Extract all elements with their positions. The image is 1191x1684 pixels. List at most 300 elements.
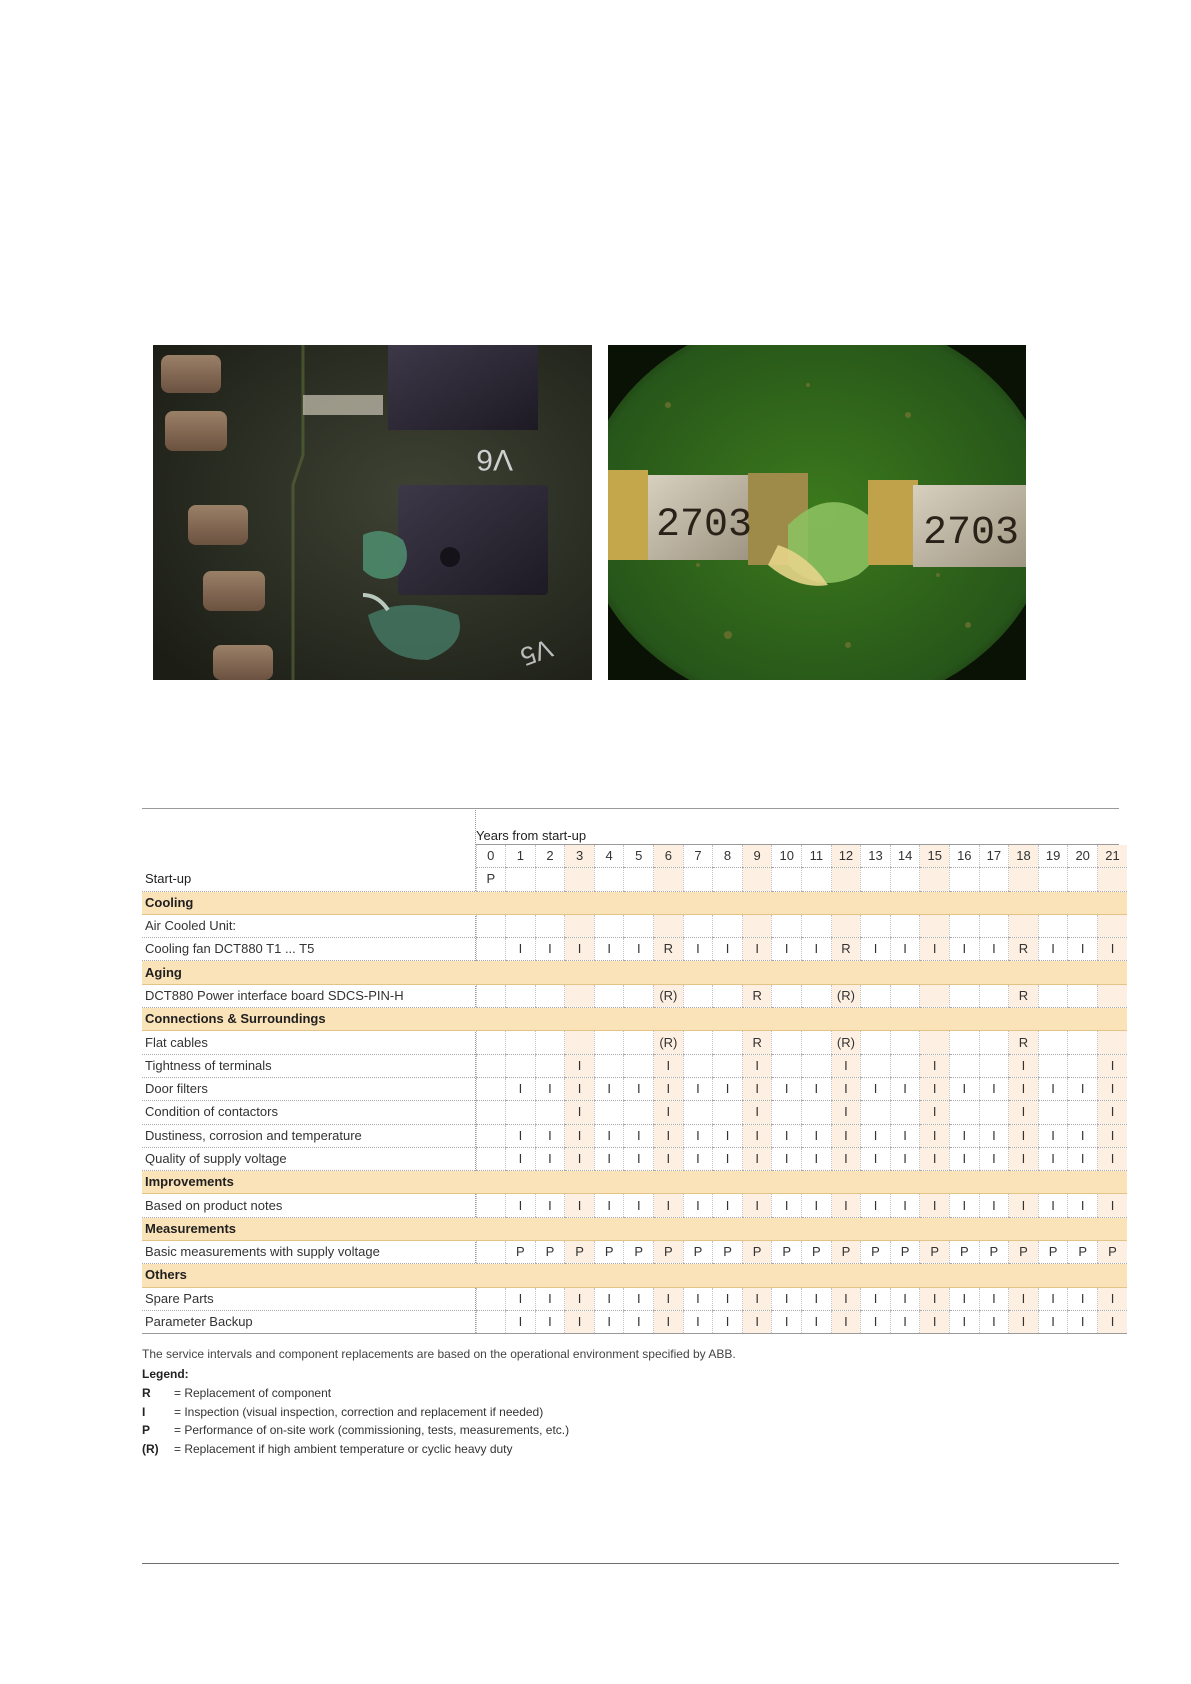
schedule-grid: [142, 845, 1127, 1334]
schedule-cell: P: [831, 1241, 861, 1264]
table-row: [142, 868, 1127, 891]
schedule-cell: P: [890, 1241, 920, 1264]
section-header-row: [142, 961, 1127, 984]
schedule-cell: I: [979, 1287, 1009, 1310]
row-label: DCT880 Power interface board SDCS-PIN-H: [142, 984, 476, 1007]
schedule-cell: [950, 984, 980, 1007]
schedule-cell: [594, 1031, 624, 1054]
schedule-cell: [476, 1031, 506, 1054]
table-row: [142, 1287, 1127, 1310]
schedule-cell: [861, 868, 891, 891]
schedule-cell: I: [831, 1194, 861, 1217]
schedule-cell: [535, 1054, 565, 1077]
schedule-cell: R: [1009, 984, 1039, 1007]
schedule-cell: [1009, 868, 1039, 891]
schedule-cell: I: [506, 1310, 536, 1333]
schedule-cell: [535, 914, 565, 937]
schedule-cell: I: [1009, 1147, 1039, 1170]
schedule-cell: [594, 868, 624, 891]
schedule-cell: I: [802, 1147, 832, 1170]
schedule-cell: I: [802, 1124, 832, 1147]
row-label: Door filters: [142, 1077, 476, 1100]
schedule-cell: [979, 868, 1009, 891]
schedule-cell: I: [742, 1147, 772, 1170]
section-title: Connections & Surroundings: [142, 1008, 1127, 1031]
schedule-cell: I: [713, 1310, 743, 1333]
schedule-cell: I: [683, 1124, 713, 1147]
schedule-cell: I: [920, 1077, 950, 1100]
schedule-cell: [476, 1054, 506, 1077]
schedule-cell: [1038, 868, 1068, 891]
schedule-cell: P: [506, 1241, 536, 1264]
schedule-cell: I: [1009, 1287, 1039, 1310]
schedule-cell: (R): [831, 1031, 861, 1054]
schedule-cell: (R): [654, 1031, 684, 1054]
schedule-cell: [683, 984, 713, 1007]
schedule-cell: [831, 914, 861, 937]
schedule-cell: I: [713, 1147, 743, 1170]
schedule-cell: I: [772, 1124, 802, 1147]
schedule-cell: I: [1097, 1101, 1127, 1124]
schedule-cell: [890, 1031, 920, 1054]
legend-code: R: [142, 1386, 151, 1400]
schedule-cell: I: [920, 1147, 950, 1170]
row-label: Condition of contactors: [142, 1101, 476, 1124]
schedule-cell: I: [742, 1124, 772, 1147]
schedule-cell: [950, 1031, 980, 1054]
schedule-cell: I: [1097, 1124, 1127, 1147]
svg-text:V5: V5: [516, 633, 557, 673]
legend-title: Legend:: [142, 1367, 189, 1381]
schedule-cell: I: [1097, 1194, 1127, 1217]
schedule-cell: I: [654, 1124, 684, 1147]
schedule-cell: [1068, 1031, 1098, 1054]
year-header-cell: 1: [506, 845, 536, 868]
schedule-cell: I: [1068, 938, 1098, 961]
schedule-cell: P: [950, 1241, 980, 1264]
schedule-cell: [1097, 868, 1127, 891]
schedule-cell: P: [742, 1241, 772, 1264]
schedule-cell: [535, 1031, 565, 1054]
year-header-cell: 21: [1097, 845, 1127, 868]
table-row: [142, 1124, 1127, 1147]
schedule-cell: P: [476, 868, 506, 891]
schedule-cell: [920, 1031, 950, 1054]
row-label: Quality of supply voltage: [142, 1147, 476, 1170]
schedule-cell: I: [683, 1194, 713, 1217]
schedule-cell: I: [1068, 1194, 1098, 1217]
schedule-cell: I: [742, 1077, 772, 1100]
schedule-cell: [535, 984, 565, 1007]
schedule-cell: R: [1009, 938, 1039, 961]
schedule-cell: I: [979, 1077, 1009, 1100]
schedule-cell: P: [802, 1241, 832, 1264]
schedule-cell: I: [772, 1147, 802, 1170]
schedule-cell: I: [535, 1077, 565, 1100]
schedule-cell: I: [861, 1287, 891, 1310]
schedule-cell: P: [1038, 1241, 1068, 1264]
legend-item: [142, 1421, 569, 1440]
schedule-cell: P: [1097, 1241, 1127, 1264]
schedule-cell: [713, 1054, 743, 1077]
schedule-cell: [654, 914, 684, 937]
schedule-cell: I: [890, 1194, 920, 1217]
schedule-cell: I: [772, 1287, 802, 1310]
schedule-cell: [713, 868, 743, 891]
schedule-cell: I: [1009, 1077, 1039, 1100]
schedule-cell: [890, 914, 920, 937]
schedule-cell: I: [1009, 1124, 1039, 1147]
schedule-cell: I: [1068, 1287, 1098, 1310]
row-label: Parameter Backup: [142, 1310, 476, 1333]
schedule-cell: P: [1068, 1241, 1098, 1264]
legend-text: = Replacement of component: [174, 1386, 332, 1400]
schedule-cell: I: [1038, 1124, 1068, 1147]
section-header-row: [142, 1008, 1127, 1031]
schedule-cell: I: [950, 1310, 980, 1333]
table-top-rule: [142, 808, 1119, 809]
legend-code: I: [142, 1404, 146, 1419]
schedule-cell: I: [1038, 1310, 1068, 1333]
section-title: Aging: [142, 961, 1127, 984]
year-header-cell: 18: [1009, 845, 1039, 868]
schedule-cell: I: [1009, 1054, 1039, 1077]
row-label: Dustiness, corrosion and temperature: [142, 1124, 476, 1147]
schedule-cell: I: [1038, 1287, 1068, 1310]
schedule-cell: I: [506, 1194, 536, 1217]
schedule-cell: [535, 1101, 565, 1124]
schedule-cell: I: [831, 1054, 861, 1077]
schedule-cell: I: [1097, 1077, 1127, 1100]
schedule-cell: P: [683, 1241, 713, 1264]
section-title: Others: [142, 1264, 1127, 1287]
schedule-cell: P: [565, 1241, 595, 1264]
schedule-cell: I: [1097, 1054, 1127, 1077]
schedule-cell: [979, 984, 1009, 1007]
schedule-cell: I: [624, 1310, 654, 1333]
schedule-cell: I: [624, 1077, 654, 1100]
schedule-cell: I: [890, 1147, 920, 1170]
year-header-cell: 4: [594, 845, 624, 868]
schedule-cell: I: [861, 1147, 891, 1170]
schedule-cell: [920, 914, 950, 937]
schedule-cell: I: [565, 1310, 595, 1333]
years-row: [142, 845, 1127, 868]
schedule-cell: I: [654, 1287, 684, 1310]
schedule-cell: [1068, 1054, 1098, 1077]
schedule-cell: I: [772, 1310, 802, 1333]
schedule-cell: [742, 868, 772, 891]
table-row: [142, 914, 1127, 937]
schedule-cell: I: [713, 938, 743, 961]
schedule-cell: P: [861, 1241, 891, 1264]
resistor-marking-left: 2703: [656, 503, 753, 548]
schedule-cell: I: [950, 1147, 980, 1170]
schedule-cell: P: [624, 1241, 654, 1264]
schedule-cell: I: [594, 1310, 624, 1333]
schedule-cell: [565, 868, 595, 891]
schedule-cell: I: [772, 938, 802, 961]
schedule-cell: I: [506, 1287, 536, 1310]
schedule-cell: I: [1009, 1310, 1039, 1333]
svg-text:V6: V6: [476, 443, 513, 476]
schedule-cell: [476, 984, 506, 1007]
schedule-cell: I: [890, 1124, 920, 1147]
schedule-cell: I: [683, 1077, 713, 1100]
schedule-cell: [624, 1054, 654, 1077]
schedule-cell: [565, 984, 595, 1007]
schedule-cell: I: [1068, 1147, 1098, 1170]
schedule-cell: I: [594, 1124, 624, 1147]
schedule-cell: [979, 1054, 1009, 1077]
schedule-cell: I: [654, 1194, 684, 1217]
legend-item: [142, 1440, 569, 1459]
schedule-cell: [683, 1031, 713, 1054]
schedule-cell: I: [1038, 938, 1068, 961]
schedule-cell: I: [565, 1054, 595, 1077]
schedule-cell: I: [594, 1287, 624, 1310]
schedule-cell: I: [920, 1054, 950, 1077]
table-row: [142, 1241, 1127, 1264]
schedule-cell: I: [713, 1077, 743, 1100]
table-row: [142, 984, 1127, 1007]
schedule-cell: I: [624, 1124, 654, 1147]
schedule-cell: [1038, 1031, 1068, 1054]
schedule-cell: I: [802, 1077, 832, 1100]
schedule-cell: I: [979, 1194, 1009, 1217]
schedule-cell: R: [831, 938, 861, 961]
schedule-cell: I: [742, 1287, 772, 1310]
schedule-cell: (R): [654, 984, 684, 1007]
schedule-cell: [1038, 1054, 1068, 1077]
schedule-cell: I: [920, 1101, 950, 1124]
schedule-cell: I: [831, 1287, 861, 1310]
schedule-cell: I: [683, 1287, 713, 1310]
schedule-cell: [861, 984, 891, 1007]
schedule-cell: [1097, 984, 1127, 1007]
schedule-cell: (R): [831, 984, 861, 1007]
schedule-cell: [861, 1054, 891, 1077]
schedule-cell: P: [654, 1241, 684, 1264]
schedule-cell: I: [1068, 1077, 1098, 1100]
schedule-cell: [802, 914, 832, 937]
schedule-cell: I: [535, 1194, 565, 1217]
schedule-cell: I: [950, 938, 980, 961]
year-header-cell: 16: [950, 845, 980, 868]
schedule-cell: [506, 1054, 536, 1077]
schedule-cell: [772, 1031, 802, 1054]
schedule-cell: I: [1038, 1147, 1068, 1170]
schedule-cell: I: [890, 1077, 920, 1100]
schedule-cell: I: [1097, 938, 1127, 961]
schedule-cell: [506, 1101, 536, 1124]
schedule-cell: I: [506, 1124, 536, 1147]
year-header-cell: 3: [565, 845, 595, 868]
row-label: Flat cables: [142, 1031, 476, 1054]
schedule-cell: P: [1009, 1241, 1039, 1264]
schedule-cell: I: [831, 1101, 861, 1124]
schedule-cell: [476, 938, 506, 961]
table-row: [142, 1101, 1127, 1124]
schedule-cell: I: [565, 938, 595, 961]
year-header-cell: 17: [979, 845, 1009, 868]
schedule-cell: [861, 1031, 891, 1054]
schedule-cell: I: [624, 1147, 654, 1170]
schedule-cell: [950, 868, 980, 891]
schedule-cell: [1068, 1101, 1098, 1124]
schedule-cell: [624, 868, 654, 891]
schedule-cell: I: [979, 1147, 1009, 1170]
section-title: Measurements: [142, 1217, 1127, 1240]
schedule-cell: R: [1009, 1031, 1039, 1054]
schedule-cell: [624, 914, 654, 937]
schedule-cell: [506, 868, 536, 891]
row-label: Air Cooled Unit:: [142, 914, 476, 937]
schedule-cell: I: [683, 1147, 713, 1170]
years-header: Years from start-up: [476, 828, 587, 843]
schedule-cell: [506, 984, 536, 1007]
schedule-cell: [772, 1054, 802, 1077]
schedule-cell: [861, 914, 891, 937]
schedule-cell: I: [861, 1194, 891, 1217]
schedule-cell: [624, 1031, 654, 1054]
schedule-cell: I: [624, 938, 654, 961]
schedule-cell: [772, 1101, 802, 1124]
row-label: Basic measurements with supply voltage: [142, 1241, 476, 1264]
year-header-cell: 5: [624, 845, 654, 868]
years-row-blank: [142, 845, 476, 868]
year-header-cell: 14: [890, 845, 920, 868]
page-bottom-rule: [142, 1563, 1119, 1564]
schedule-cell: [979, 914, 1009, 937]
schedule-cell: P: [594, 1241, 624, 1264]
schedule-cell: I: [594, 938, 624, 961]
schedule-cell: I: [861, 1310, 891, 1333]
schedule-cell: [476, 1194, 506, 1217]
schedule-cell: [772, 868, 802, 891]
schedule-cell: [742, 914, 772, 937]
schedule-cell: I: [565, 1101, 595, 1124]
legend-code: P: [142, 1423, 151, 1437]
schedule-cell: I: [624, 1194, 654, 1217]
schedule-cell: [831, 868, 861, 891]
schedule-cell: [713, 984, 743, 1007]
schedule-cell: I: [654, 1054, 684, 1077]
schedule-cell: [624, 984, 654, 1007]
schedule-cell: I: [594, 1194, 624, 1217]
table-row: [142, 938, 1127, 961]
schedule-cell: I: [535, 1287, 565, 1310]
schedule-cell: [1097, 914, 1127, 937]
schedule-cell: [713, 914, 743, 937]
schedule-cell: I: [920, 1124, 950, 1147]
schedule-cell: I: [950, 1124, 980, 1147]
schedule-cell: [802, 868, 832, 891]
schedule-cell: [476, 1241, 506, 1264]
schedule-cell: I: [535, 1310, 565, 1333]
schedule-cell: I: [1068, 1310, 1098, 1333]
legend-text: = Inspection (visual inspection, correction and replacement if needed): [174, 1404, 544, 1419]
legend: [142, 1366, 569, 1458]
schedule-cell: I: [1097, 1147, 1127, 1170]
section-title: Improvements: [142, 1171, 1127, 1194]
schedule-cell: [594, 914, 624, 937]
resistor-marking-right: 2703: [923, 511, 1020, 556]
schedule-cell: [950, 1054, 980, 1077]
schedule-cell: [1068, 914, 1098, 937]
schedule-cell: I: [683, 1310, 713, 1333]
legend-code: (R): [142, 1441, 159, 1456]
schedule-cell: [890, 1101, 920, 1124]
schedule-cell: I: [802, 1310, 832, 1333]
schedule-cell: I: [1009, 1101, 1039, 1124]
schedule-cell: [476, 914, 506, 937]
schedule-cell: I: [890, 938, 920, 961]
schedule-cell: I: [565, 1077, 595, 1100]
schedule-cell: R: [742, 984, 772, 1007]
schedule-cell: [1097, 1031, 1127, 1054]
section-title: Cooling: [142, 891, 1127, 914]
section-header-row: [142, 1217, 1127, 1240]
schedule-cell: I: [565, 1194, 595, 1217]
schedule-cell: I: [1038, 1077, 1068, 1100]
schedule-cell: [1068, 984, 1098, 1007]
schedule-cell: [594, 1101, 624, 1124]
schedule-cell: I: [950, 1287, 980, 1310]
schedule-cell: [979, 1031, 1009, 1054]
schedule-cell: [476, 1310, 506, 1333]
legend-item: [142, 1403, 569, 1422]
schedule-cell: I: [654, 1147, 684, 1170]
schedule-cell: I: [565, 1287, 595, 1310]
schedule-cell: I: [861, 1124, 891, 1147]
schedule-cell: I: [713, 1124, 743, 1147]
schedule-cell: [1038, 914, 1068, 937]
schedule-cell: I: [861, 938, 891, 961]
year-header-cell: 2: [535, 845, 565, 868]
schedule-cell: [683, 914, 713, 937]
year-header-cell: 0: [476, 845, 506, 868]
schedule-cell: I: [802, 1287, 832, 1310]
table-row: [142, 1031, 1127, 1054]
year-header-cell: 8: [713, 845, 743, 868]
schedule-cell: I: [1009, 1194, 1039, 1217]
schedule-cell: P: [920, 1241, 950, 1264]
schedule-cell: I: [565, 1147, 595, 1170]
schedule-cell: I: [713, 1287, 743, 1310]
row-label: Start-up: [142, 868, 476, 891]
schedule-cell: [890, 984, 920, 1007]
schedule-cell: I: [772, 1077, 802, 1100]
schedule-cell: [565, 914, 595, 937]
schedule-cell: [861, 1101, 891, 1124]
schedule-cell: R: [742, 1031, 772, 1054]
year-header-cell: 20: [1068, 845, 1098, 868]
schedule-cell: [1038, 1101, 1068, 1124]
schedule-cell: I: [920, 1287, 950, 1310]
schedule-cell: P: [535, 1241, 565, 1264]
schedule-cell: I: [950, 1077, 980, 1100]
year-header-cell: 12: [831, 845, 861, 868]
schedule-cell: [920, 868, 950, 891]
schedule-cell: I: [890, 1287, 920, 1310]
schedule-cell: I: [979, 938, 1009, 961]
schedule-cell: I: [1097, 1287, 1127, 1310]
schedule-cell: I: [535, 938, 565, 961]
schedule-cell: [772, 914, 802, 937]
schedule-cell: I: [742, 1101, 772, 1124]
schedule-cell: I: [920, 1194, 950, 1217]
